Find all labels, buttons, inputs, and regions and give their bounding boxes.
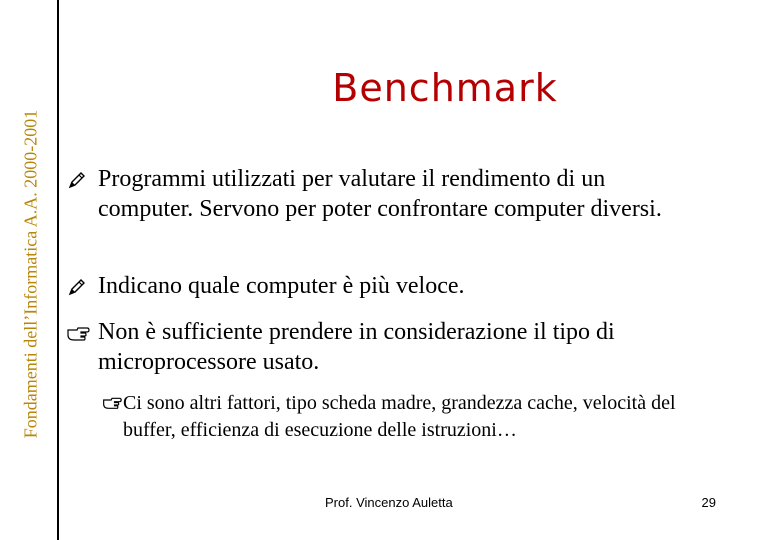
pen-icon <box>66 271 96 301</box>
bullet-text: Non è sufficiente prendere in considerazione il tipo di microprocessore usato. <box>98 319 615 375</box>
page-number: 29 <box>701 495 716 510</box>
pen-icon <box>66 164 96 194</box>
sidebar-divider <box>57 0 59 540</box>
footer-author: Prof. Vincenzo Auletta <box>325 495 453 510</box>
bullet-item <box>66 317 706 377</box>
sidebar-course-label: Fondamenti dell’Informatica A.A. 2000-2001 <box>20 109 41 439</box>
bullet-item <box>66 164 706 224</box>
pointing-hand-icon <box>102 391 122 418</box>
sidebar <box>0 0 57 540</box>
bullet-text: Programmi utilizzati per valutare il rendimento di un computer. Servono per poter confrontare computer diversi. <box>98 166 662 222</box>
sub-bullet-item <box>102 390 722 444</box>
bullet-item <box>66 271 706 301</box>
bullet-text: Indicano quale computer è più veloce. <box>98 273 465 299</box>
pointing-hand-icon <box>66 317 96 347</box>
sub-bullet-text: Ci sono altri fattori, tipo scheda madre, grandezza cache, velocità del buffer, efficienza di esecuzione delle istruzioni… <box>123 392 676 441</box>
slide-title: Benchmark <box>332 66 558 110</box>
